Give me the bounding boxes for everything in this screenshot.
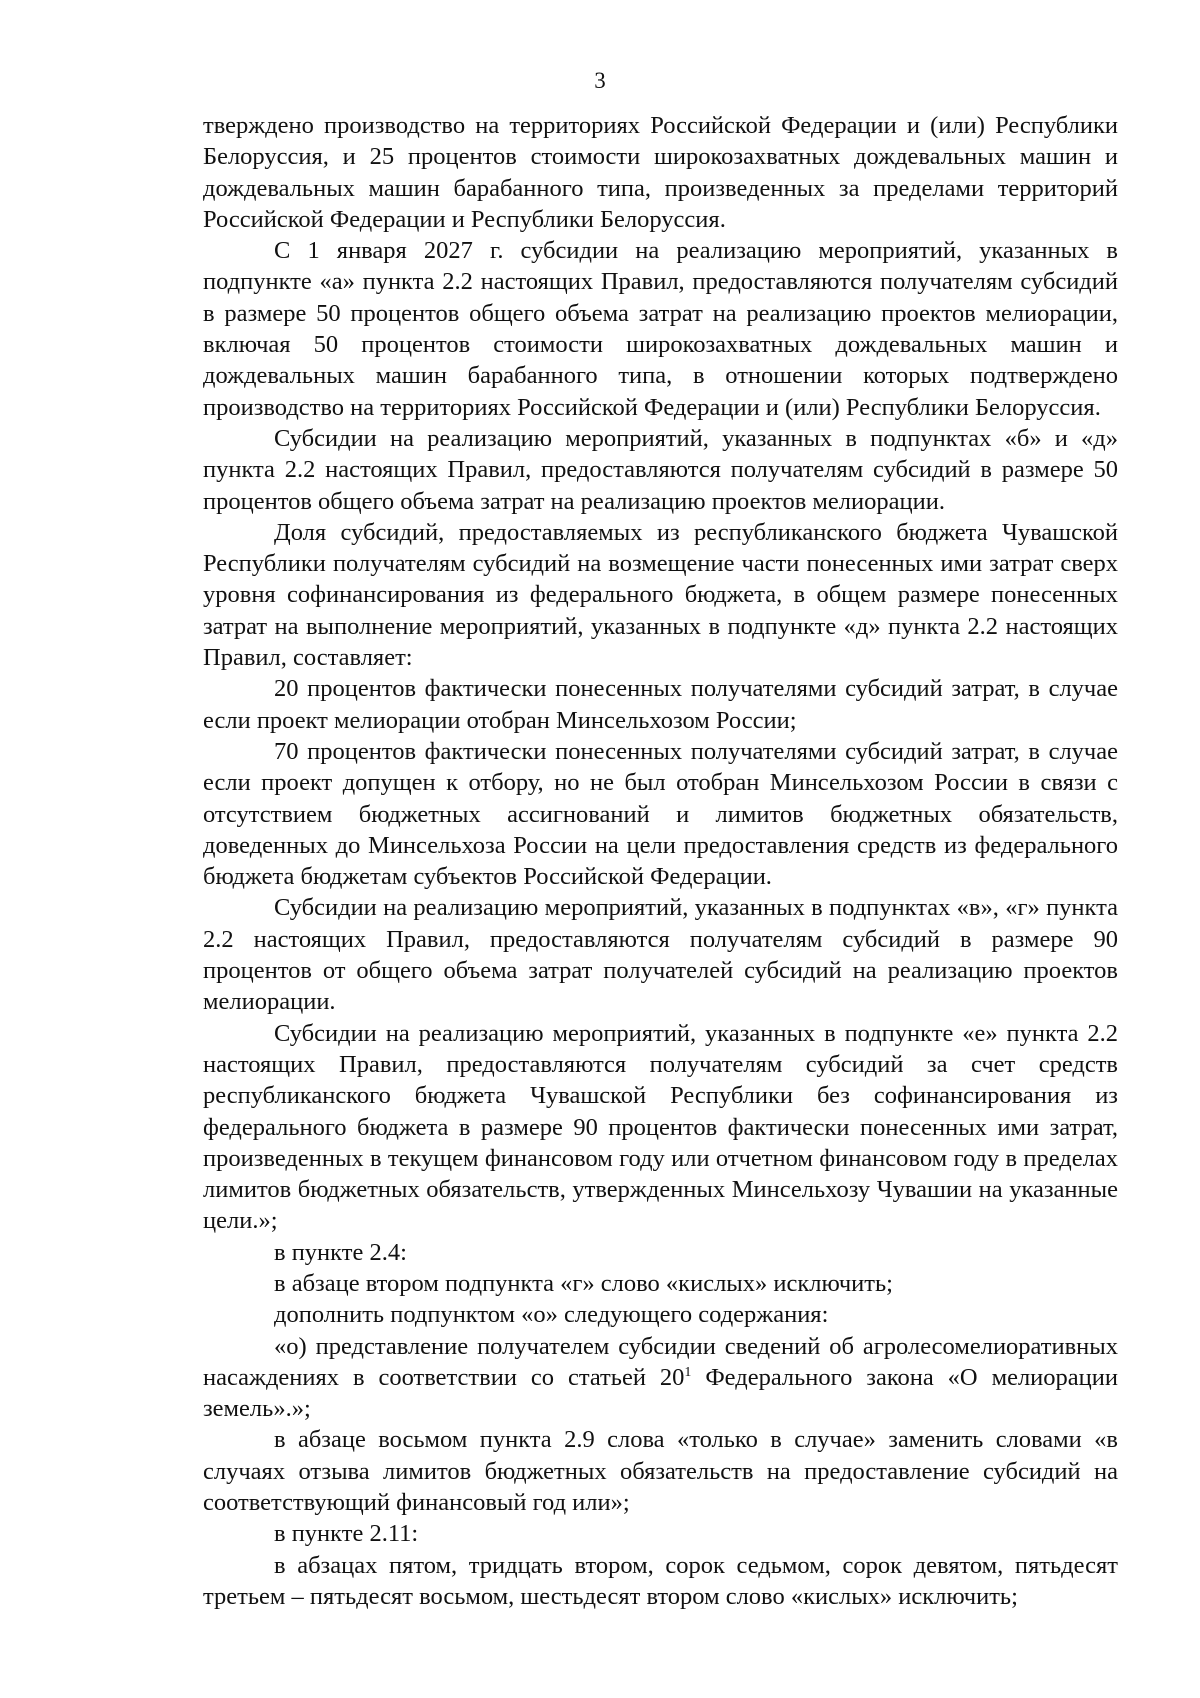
paragraph-subsidy-share: Доля субсидий, предоставляемых из республиканского бюджета Чувашской Республики получателям субсидий на возмещение части понесенных ими затрат сверх уровня софинансирования из федерального бюджета, в общем размере понесенных затрат на выполнение мероприятий, указанных в подпункте «д» пункта 2.2 настоящих Правил, составляет: (203, 518, 1118, 672)
paragraph-point-2-11: в пункте 2.11: (274, 1520, 419, 1548)
page-number: 3 (594, 68, 606, 93)
paragraph-point-2-9: в абзаце восьмом пункта 2.9 слова «только в случае» заменить словами «в случаях отзыва лимитов бюджетных обязательств на предоставление субсидий на соответствующий финансовый год или»; (203, 1426, 1118, 1517)
paragraph-continuation: тверждено производство на территориях Российской Федерации и (или) Республики Белоруссия, и 25 процентов стоимости широкозахватных дождевальных машин и дождевальных машин барабанного типа, произведенных за пределами территорий Российской Федерации и Республики Белоруссия. (203, 112, 1118, 233)
paragraph-subpoint-o-text (203, 1331, 1118, 1425)
document-body (203, 110, 1118, 1612)
paragraph-subsidy-2027: С 1 января 2027 г. субсидии на реализацию мероприятий, указанных в подпункте «а» пункта 2.2 настоящих Правил, предоставляются получателям субсидий в размере 50 процентов общего объема затрат на реализацию проектов мелиорации, включая 50 процентов стоимости широкозахватных дождевальных машин и дождевальных машин барабанного типа, в отношении которых подтверждено производство на территориях Российской Федерации и (или) Республики Белоруссия. (203, 237, 1118, 421)
paragraph-subsidy-b-d: Субсидии на реализацию мероприятий, указанных в подпунктах «б» и «д» пункта 2.2 настоящих Правил, предоставляются получателям субсидий в размере 50 процентов общего объема затрат на реализацию проектов мелиорации. (203, 424, 1118, 515)
paragraph-point-2-4: в пункте 2.4: (274, 1238, 407, 1266)
paragraph-subsidy-e: Субсидии на реализацию мероприятий, указанных в подпункте «е» пункта 2.2 настоящих Правил, предоставляются получателям субсидий за счет средств республиканского бюджета Чувашской Республики без софинансирования из федерального бюджета в размере 90 процентов фактически понесенных ими затрат, произведенных в текущем финансовом году или отчетном финансовом году в пределах лимитов бюджетных обязательств, утвержденных Минсельхозу Чувашии на указанные цели.»; (203, 1019, 1118, 1235)
paragraph-70-percent: 70 процентов фактически понесенных получателями субсидий затрат, в случае если проект допущен к отбору, но не был отобран Минсельхозом России в связи с отсутствием бюджетных ассигнований и лимитов бюджетных обязательств, доведенных до Минсельхоза России на цели предоставления средств из федерального бюджета бюджетам субъектов Российской Федерации. (203, 737, 1118, 891)
paragraph-add-subpoint-o: дополнить подпунктом «о» следующего содержания: (274, 1301, 829, 1329)
paragraph-abzats-list: в абзацах пятом, тридцать втором, сорок седьмом, сорок девятом, пятьдесят третьем – пятьдесят восьмом, шестьдесят втором слово «кислых» исключить; (203, 1551, 1118, 1610)
paragraph-subsidy-v-g: Субсидии на реализацию мероприятий, указанных в подпунктах «в», «г» пункта 2.2 настоящих Правил, предоставляются получателям субсидий в размере 90 процентов от общего объема затрат получателей субсидий на реализацию проектов мелиорации. (203, 894, 1118, 1016)
subpoint-o-text-after: Федерального закона «О мелиорации земель».»; (203, 1363, 1118, 1423)
article-superscript: 1 (684, 1364, 692, 1380)
paragraph-subpoint-g: в абзаце втором подпункта «г» слово «кислых» исключить; (274, 1269, 893, 1297)
subpoint-o-text-before: «о) представление получателем субсидии сведений об агролесомелиоративных насаждениях в соответствии со статьей 20 (203, 1332, 1118, 1391)
paragraph-20-percent: 20 процентов фактически понесенных получателями субсидий затрат, в случае если проект мелиорации отобран Минсельхозом России; (203, 675, 1118, 734)
